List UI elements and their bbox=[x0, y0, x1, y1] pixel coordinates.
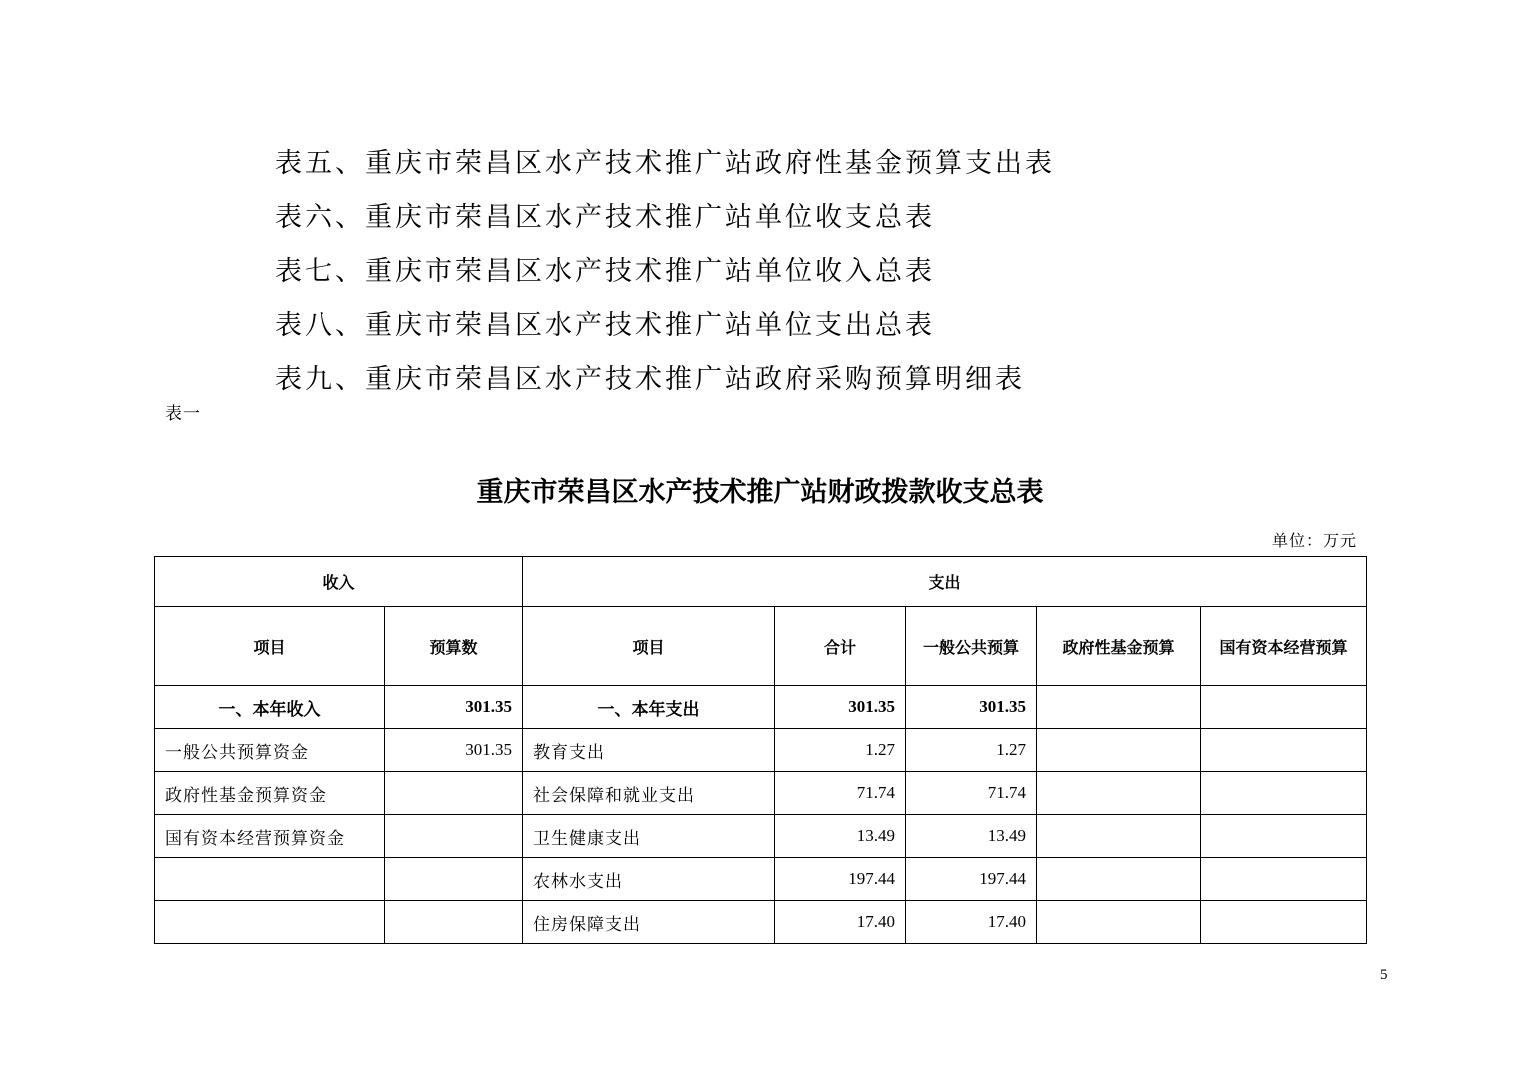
table-row bbox=[155, 729, 1367, 772]
expense-group-header: 支出 bbox=[523, 557, 1367, 607]
page-number: 5 bbox=[1380, 967, 1388, 983]
table-row bbox=[155, 901, 1367, 944]
column-header: 一般公共预算 bbox=[906, 607, 1037, 686]
table-label: 表一 bbox=[165, 404, 201, 424]
table-cell: 住房保障支出 bbox=[523, 901, 775, 944]
table-cell: 301.35 bbox=[385, 686, 523, 729]
table-cell bbox=[385, 858, 523, 901]
toc-item: 表五、重庆市荣昌区水产技术推广站政府性基金预算支出表 bbox=[275, 148, 1055, 179]
toc-item: 表七、重庆市荣昌区水产技术推广站单位收入总表 bbox=[275, 256, 935, 287]
table-cell: 13.49 bbox=[906, 815, 1037, 858]
table-cell bbox=[385, 815, 523, 858]
table-cell: 1.27 bbox=[906, 729, 1037, 772]
toc-item: 表九、重庆市荣昌区水产技术推广站政府采购预算明细表 bbox=[275, 364, 1025, 395]
table-cell: 13.49 bbox=[775, 815, 906, 858]
table-cell bbox=[385, 772, 523, 815]
table-cell bbox=[1201, 729, 1367, 772]
group-header-row bbox=[155, 557, 1367, 607]
unit-label: 单位：万元 bbox=[1271, 531, 1357, 550]
table-cell: 301.35 bbox=[906, 686, 1037, 729]
table-cell: 国有资本经营预算资金 bbox=[155, 815, 385, 858]
table-cell bbox=[1037, 858, 1201, 901]
table-cell bbox=[1037, 772, 1201, 815]
table-cell: 农林水支出 bbox=[523, 858, 775, 901]
table-cell bbox=[155, 858, 385, 901]
table-cell bbox=[1201, 901, 1367, 944]
table-row bbox=[155, 815, 1367, 858]
column-header: 国有资本经营预算 bbox=[1201, 607, 1367, 686]
table-cell: 197.44 bbox=[775, 858, 906, 901]
table-cell bbox=[1037, 729, 1201, 772]
table-row bbox=[155, 686, 1367, 729]
table-cell bbox=[155, 901, 385, 944]
table-cell bbox=[1201, 686, 1367, 729]
table-cell bbox=[1037, 901, 1201, 944]
column-header: 项目 bbox=[155, 607, 385, 686]
table-cell: 一、本年收入 bbox=[155, 686, 385, 729]
table-cell: 一、本年支出 bbox=[523, 686, 775, 729]
table-cell: 197.44 bbox=[906, 858, 1037, 901]
table-cell: 71.74 bbox=[906, 772, 1037, 815]
table-cell bbox=[1037, 686, 1201, 729]
column-header-row bbox=[155, 607, 1367, 686]
toc-item: 表六、重庆市荣昌区水产技术推广站单位收支总表 bbox=[275, 202, 935, 233]
table-row bbox=[155, 772, 1367, 815]
table-cell: 社会保障和就业支出 bbox=[523, 772, 775, 815]
table-cell: 1.27 bbox=[775, 729, 906, 772]
table-cell: 政府性基金预算资金 bbox=[155, 772, 385, 815]
table-cell: 71.74 bbox=[775, 772, 906, 815]
table-cell: 卫生健康支出 bbox=[523, 815, 775, 858]
table-of-contents bbox=[275, 142, 1055, 412]
table-cell: 301.35 bbox=[775, 686, 906, 729]
page-title: 重庆市荣昌区水产技术推广站财政拨款收支总表 bbox=[476, 477, 1044, 508]
table-cell: 17.40 bbox=[906, 901, 1037, 944]
table-cell: 教育支出 bbox=[523, 729, 775, 772]
table-cell bbox=[1201, 858, 1367, 901]
income-group-header: 收入 bbox=[155, 557, 523, 607]
table-cell bbox=[1037, 815, 1201, 858]
table-cell: 一般公共预算资金 bbox=[155, 729, 385, 772]
table-cell bbox=[385, 901, 523, 944]
table-cell: 17.40 bbox=[775, 901, 906, 944]
table-cell bbox=[1201, 815, 1367, 858]
column-header: 预算数 bbox=[385, 607, 523, 686]
table-cell bbox=[1201, 772, 1367, 815]
toc-item: 表八、重庆市荣昌区水产技术推广站单位支出总表 bbox=[275, 310, 935, 341]
table-row bbox=[155, 858, 1367, 901]
budget-table bbox=[154, 556, 1367, 944]
table-cell: 301.35 bbox=[385, 729, 523, 772]
column-header: 政府性基金预算 bbox=[1037, 607, 1201, 686]
column-header: 项目 bbox=[523, 607, 775, 686]
column-header: 合计 bbox=[775, 607, 906, 686]
